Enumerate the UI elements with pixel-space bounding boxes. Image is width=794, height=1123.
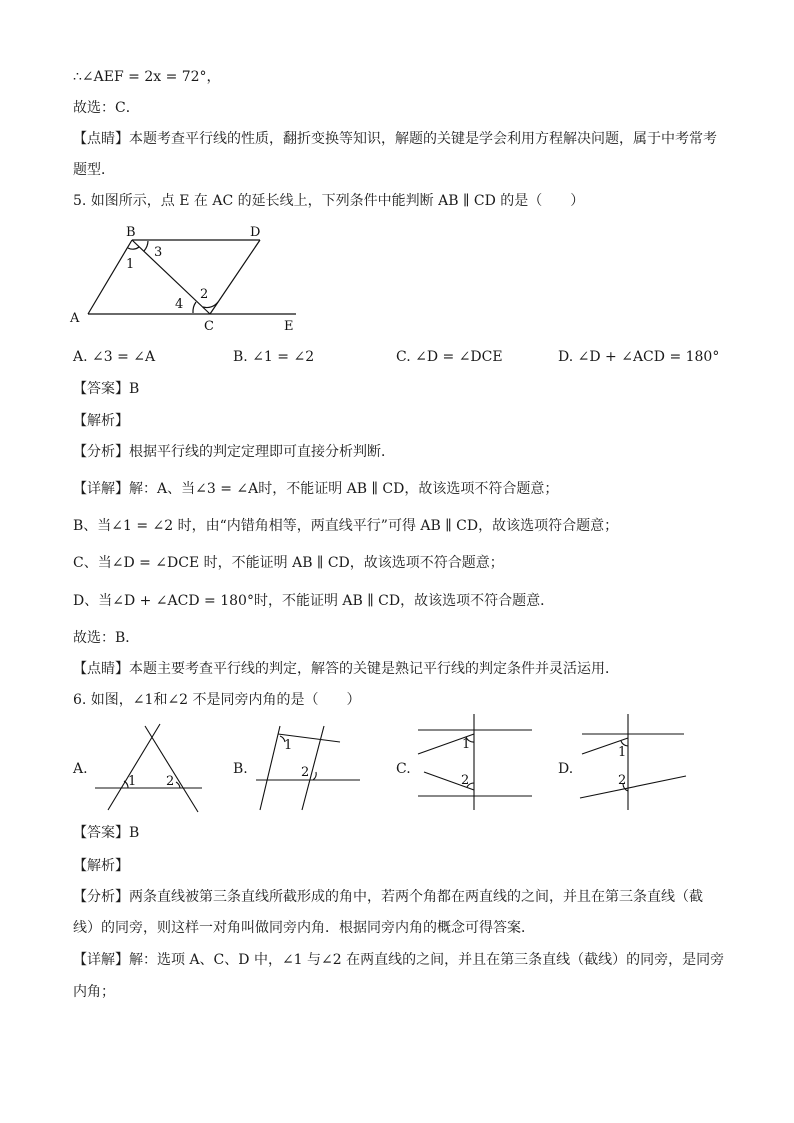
analysis-6a: 【分析】两条直线被第三条直线所截形成的角中，若两个角都在两直线的之间，并且在第三条直线（截 — [73, 889, 703, 905]
label-E: E — [284, 319, 294, 334]
analysis-6b: 线）的同旁，则这样一对角叫做同旁内角．根据同旁内角的概念可得答案． — [73, 920, 535, 936]
text-line: 故选：C． — [73, 100, 140, 116]
svg-text:1: 1 — [284, 738, 293, 753]
choice-5: 故选：B． — [73, 630, 140, 646]
q6-option-d-label: D. — [558, 761, 574, 777]
detail-5c: C、当∠D = ∠DCE 时，不能证明 AB ∥ CD，故该选项不符合题意； — [73, 555, 504, 571]
segment-bc — [132, 240, 210, 314]
svg-text:1: 1 — [618, 745, 627, 760]
analysis-5: 【分析】根据平行线的判定定理即可直接分析判断． — [73, 444, 395, 460]
label-B: B — [126, 225, 136, 240]
text-line: ∴∠AEF = 2x = 72°， — [73, 69, 221, 85]
arc-angle-1 — [128, 247, 139, 249]
q6-figure-b — [250, 718, 365, 816]
svg-text:2: 2 — [301, 765, 310, 780]
question-5-figure — [68, 222, 308, 334]
q6-option-b-label: B. — [233, 761, 248, 777]
q6-figure-d — [576, 712, 691, 812]
detail-5d: D、当∠D + ∠ACD = 180°时，不能证明 AB ∥ CD，故该选项不符合题意． — [73, 593, 555, 609]
question-5-stem: 5. 如图所示，点 E 在 AC 的延长线上，下列条件中能判断 AB ∥ CD 的是（ ） — [73, 193, 585, 209]
detail-6b: 内角； — [73, 984, 115, 1000]
arc-angle-2 — [203, 302, 218, 308]
analysis-heading-6: 【解析】 — [73, 858, 129, 874]
label-A: A — [70, 311, 80, 326]
label-angle-3: 3 — [154, 245, 163, 260]
analysis-heading-5: 【解析】 — [73, 413, 129, 429]
text-line: 【点睛】本题考查平行线的性质，翻折变换等知识，解题的关键是学会利用方程解决问题，属于中考常考 — [73, 131, 717, 147]
text-line: 题型． — [73, 162, 115, 178]
answer-5: 【答案】B — [73, 381, 140, 397]
arc-angle-3 — [144, 241, 148, 251]
label-angle-1: 1 — [126, 257, 135, 272]
svg-text:1: 1 — [462, 737, 471, 752]
detail-5b: B、当∠1 = ∠2 时，由“内错角相等，两直线平行”可得 AB ∥ CD，故该选项符合题意； — [73, 518, 619, 534]
q6-option-a-label: A. — [73, 761, 88, 777]
q5-option-b: B. ∠1 = ∠2 — [233, 349, 315, 365]
label-angle-2: 2 — [200, 287, 209, 302]
label-angle-4: 4 — [175, 297, 184, 312]
label-D: D — [250, 225, 261, 240]
q6-figure-c — [412, 712, 537, 812]
answer-6: 【答案】B — [73, 825, 140, 841]
q6-option-c-label: C. — [396, 761, 411, 777]
question-6-stem: 6. 如图，∠1和∠2 不是同旁内角的是（ ） — [73, 692, 361, 708]
detail-5a: 【详解】解：A、当∠3 = ∠A时，不能证明 AB ∥ CD，故该选项不符合题意； — [73, 481, 559, 497]
label-C: C — [204, 319, 214, 334]
q5-option-c: C. ∠D = ∠DCE — [396, 349, 503, 365]
q5-option-d: D. ∠D + ∠ACD = 180° — [558, 349, 720, 365]
arc-angle-4 — [193, 302, 196, 313]
comment-5: 【点睛】本题主要考查平行线的判定，解答的关键是熟记平行线的判定条件并灵活运用． — [73, 661, 619, 677]
q6-figure-a — [90, 718, 205, 816]
svg-text:2: 2 — [618, 773, 627, 788]
q5-option-a: A. ∠3 = ∠A — [73, 349, 156, 365]
svg-text:2: 2 — [461, 773, 470, 788]
svg-text:2: 2 — [166, 774, 175, 789]
segment-ab — [88, 240, 135, 314]
svg-text:1: 1 — [128, 774, 137, 789]
detail-6a: 【详解】解：选项 A、C、D 中，∠1 与∠2 在两直线的之间，并且在第三条直线（截线）的同旁，是同旁 — [73, 952, 725, 968]
